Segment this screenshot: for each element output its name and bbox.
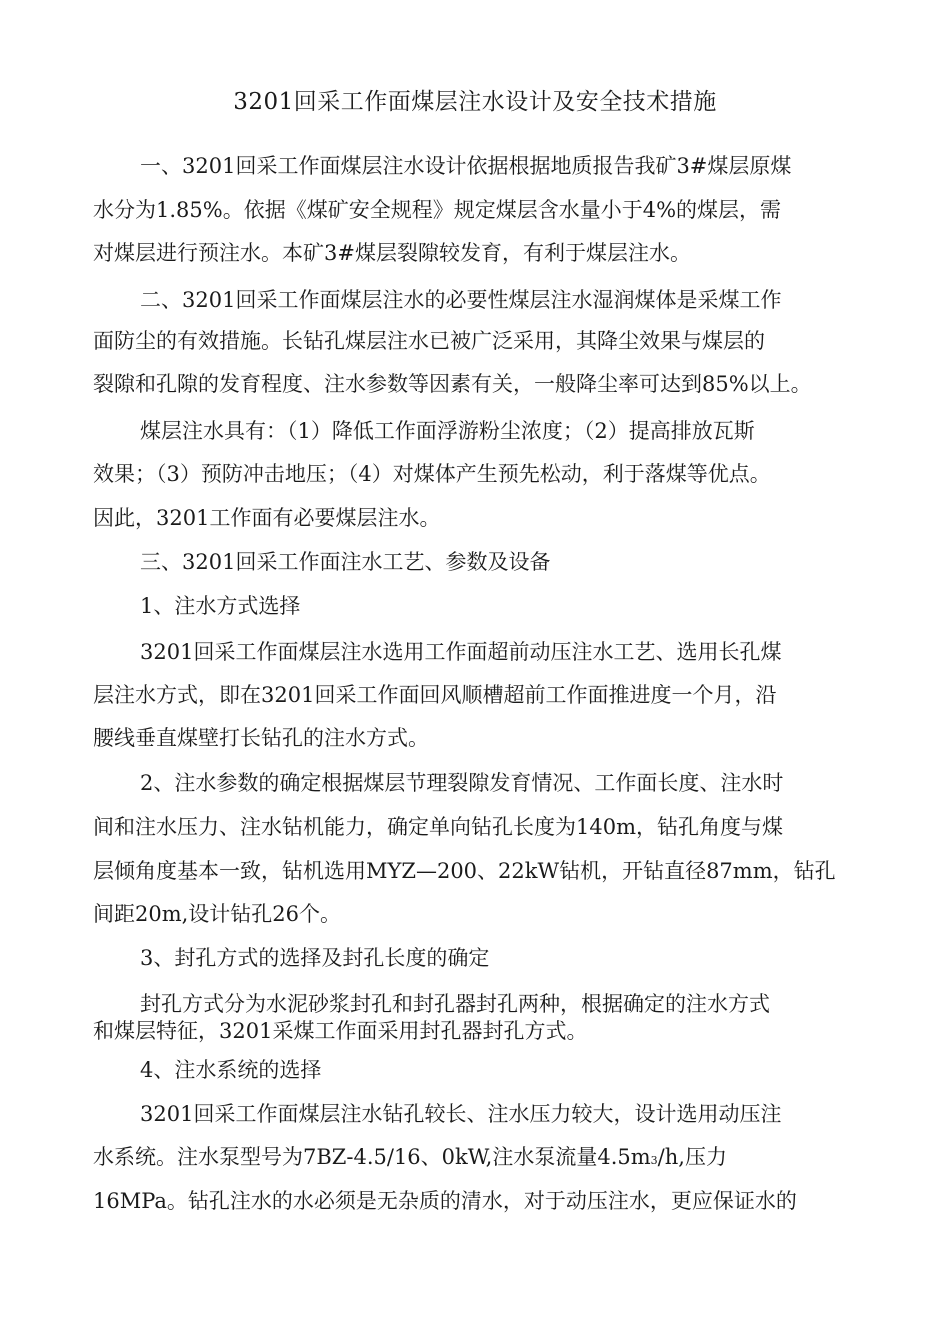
paragraph-line: 2、注水参数的确定根据煤层节理裂隙发育情况、工作面长度、注水时 — [140, 771, 784, 795]
paragraph-line: 面防尘的有效措施。长钻孔煤层注水已被广泛采用，其降尘效果与煤层的 — [93, 329, 765, 353]
subsection-heading: 1、注水方式选择 — [140, 594, 301, 618]
subsection-heading: 4、注水系统的选择 — [140, 1058, 322, 1082]
paragraph-line: 3201回采工作面煤层注水选用工作面超前动压注水工艺、选用长孔煤 — [140, 640, 782, 664]
paragraph-line: 层注水方式，即在3201回采工作面回风顺槽超前工作面推进度一个月，沿 — [93, 683, 777, 707]
paragraph-line: 水分为1.85%。依据《煤矿安全规程》规定煤层含水量小于4%的煤层，需 — [93, 198, 782, 222]
paragraph-line: 层倾角度基本一致，钻机选用MYZ—200、22kW钻机，开钻直径87mm，钻孔 — [93, 859, 836, 883]
paragraph-line: 效果；（3）预防冲击地压；（4）对煤体产生预先松动，利于落煤等优点。 — [93, 462, 771, 486]
paragraph-line: 二、3201回采工作面煤层注水的必要性煤层注水湿润煤体是采煤工作 — [140, 288, 782, 312]
paragraph-line: 裂隙和孔隙的发育程度、注水参数等因素有关，一般降尘率可达到85%以上。 — [93, 372, 812, 396]
paragraph-line: 和煤层特征，3201采煤工作面采用封孔器封孔方式。 — [93, 1019, 588, 1043]
subsection-heading: 3、封孔方式的选择及封孔长度的确定 — [140, 946, 490, 970]
paragraph-line: 3201回采工作面煤层注水钻孔较长、注水压力较大，设计选用动压注 — [140, 1102, 782, 1126]
cubic-superscript: 3 — [650, 1154, 658, 1167]
paragraph-line: 对煤层进行预注水。本矿3#煤层裂隙较发育，有利于煤层注水。 — [93, 241, 691, 265]
paragraph-line: 间和注水压力、注水钻机能力，确定单向钻孔长度为140m，钻孔角度与煤 — [93, 815, 783, 839]
section-heading: 三、3201回采工作面注水工艺、参数及设备 — [140, 550, 551, 574]
paragraph-line: 因此，3201工作面有必要煤层注水。 — [93, 506, 441, 530]
paragraph-line: 16MPa。钻孔注水的水必须是无杂质的清水，对于动压注水，更应保证水的 — [93, 1189, 797, 1213]
paragraph-line: 间距20m,设计钻孔26个。 — [93, 902, 342, 926]
paragraph-line: 煤层注水具有：（1）降低工作面浮游粉尘浓度；（2）提高排放瓦斯 — [140, 419, 755, 443]
paragraph-line: 一、3201回采工作面煤层注水设计依据根据地质报告我矿3#煤层原煤 — [140, 154, 792, 178]
pump-spec-text: 水系统。注水泵型号为7BZ-4.5/16、0kW,注水泵流量4.5m — [93, 1145, 651, 1169]
paragraph-line — [93, 1142, 727, 1176]
paragraph-line: 腰线垂直煤壁打长钻孔的注水方式。 — [93, 726, 429, 750]
pump-spec-text-end: /h,压力 — [657, 1145, 727, 1169]
paragraph-line: 封孔方式分为水泥砂浆封孔和封孔器封孔两种，根据确定的注水方式 — [140, 992, 770, 1016]
document-title: 3201回采工作面煤层注水设计及安全技术措施 — [233, 89, 717, 115]
